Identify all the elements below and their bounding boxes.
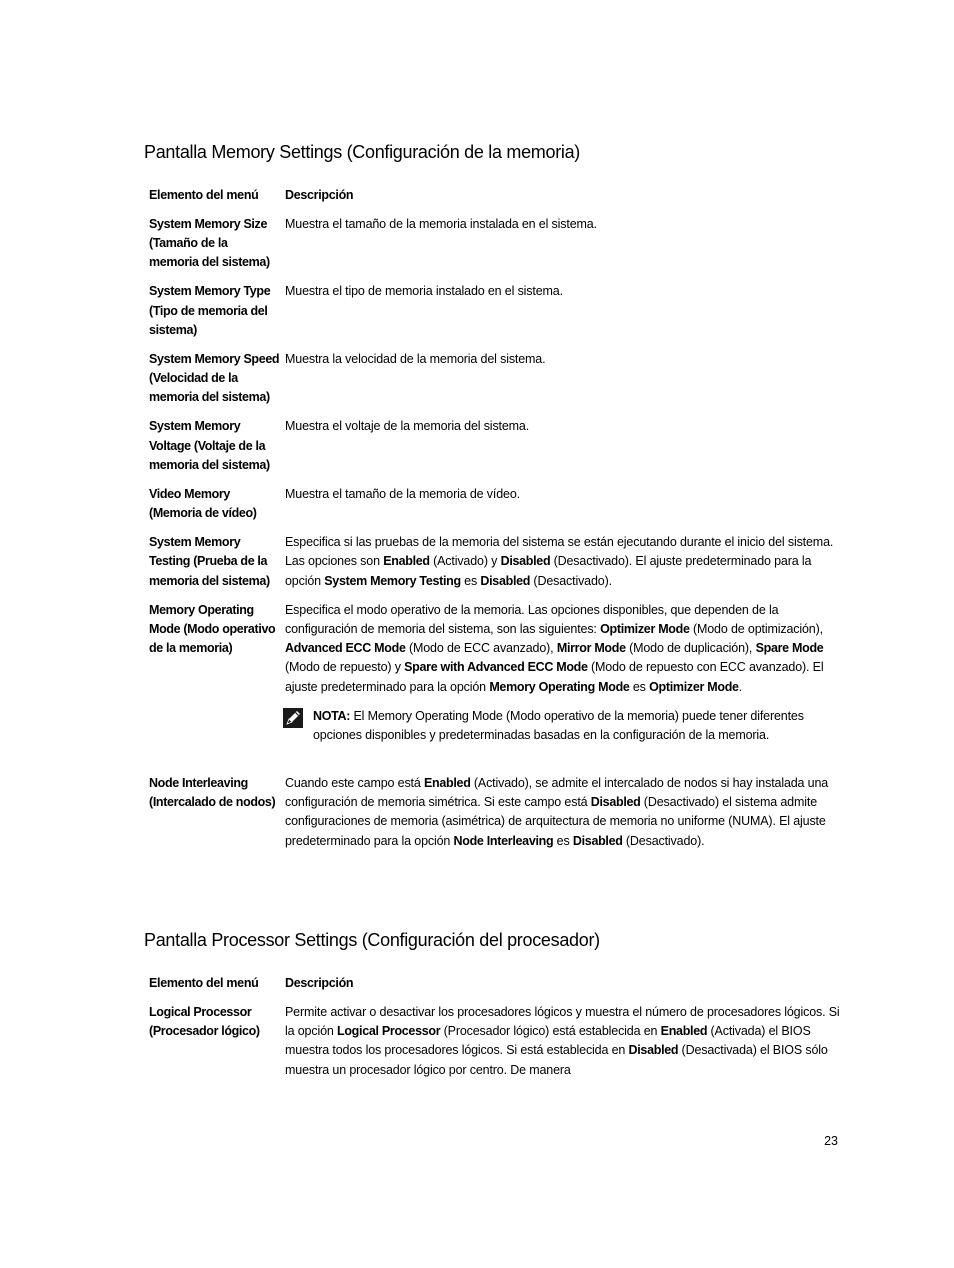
description-emphasis: Enabled — [383, 554, 430, 569]
menu-item-description — [280, 485, 844, 533]
description-emphasis: Optimizer Mode — [600, 621, 690, 636]
description-segment: Muestra el tamaño de la memoria instalada en el sistema. — [285, 216, 597, 231]
description-segment: (Desactivada) el BIOS sólo muestra un procesador lógico por centro. De manera — [285, 1043, 828, 1077]
table-row — [144, 1003, 844, 1090]
description-segment: Permite activar o desactivar los procesadores lógicos y muestra el número de procesadores lógicos. Si la opción — [285, 1004, 840, 1039]
description-segment: Muestra el tipo de memoria instalado en el sistema. — [285, 284, 563, 299]
description-emphasis: Disabled — [590, 795, 641, 810]
menu-item-name: System Memory Size (Tamaño de la memoria del sistema) — [149, 216, 270, 270]
description-segment: Especifica el modo operativo de la memoria. Las opciones disponibles, que dependen de la configuración de memoria del sistema, son las siguientes: — [285, 602, 779, 636]
menu-item-description — [280, 215, 844, 282]
description-segment: es — [629, 679, 650, 694]
menu-item-name: Video Memory (Memoria de vídeo) — [149, 486, 257, 521]
table-row — [144, 417, 844, 484]
table-row — [144, 601, 844, 774]
menu-item-name: System Memory Type (Tipo de memoria del sistema) — [149, 284, 271, 337]
page-number: 23 — [824, 1134, 838, 1148]
description-text — [285, 215, 844, 234]
description-segment: es — [553, 833, 573, 848]
description-emphasis: Enabled — [660, 1024, 708, 1039]
note-callout — [285, 707, 844, 746]
table-header-row — [144, 186, 844, 215]
pencil-note-icon — [282, 707, 304, 729]
description-segment: (Desactivado). El ajuste predeterminado para la opción — [285, 554, 812, 588]
table-row — [144, 350, 844, 417]
column-header-description: Descripción — [285, 976, 354, 990]
description-text — [285, 417, 844, 436]
description-segment: (Desactivado). — [622, 833, 705, 848]
description-segment: Cuando este campo está — [285, 775, 425, 790]
description-emphasis: System Memory Testing — [324, 573, 461, 588]
memory-settings-rows — [144, 215, 844, 861]
menu-item-name: System Memory Testing (Prueba de la memoria del sistema) — [149, 535, 270, 588]
description-segment: Muestra el tamaño de la memoria de vídeo. — [285, 486, 520, 501]
description-segment: (Modo de repuesto con ECC avanzado). El ajuste predeterminado para la opción — [285, 660, 824, 694]
description-segment: (Modo de repuesto) y — [285, 660, 405, 675]
description-segment: Muestra la velocidad de la memoria del sistema. — [285, 351, 546, 366]
description-segment: (Modo de duplicación), — [625, 641, 756, 656]
description-emphasis: Advanced ECC Mode — [285, 641, 406, 656]
menu-item-name: Node Interleaving (Intercalado de nodos) — [149, 775, 276, 810]
menu-item-name: Logical Processor (Procesador lógico) — [149, 1004, 260, 1039]
description-segment: (Activada) el BIOS muestra todos los procesadores lógicos. Si está establecida en — [285, 1024, 811, 1058]
description-text — [285, 350, 844, 369]
description-segment: (Desactivado) el sistema admite configuraciones de memoria (asimétrica) de arquitectura de memoria no uniforme (NUMA). El ajuste predeterminado para la opción — [285, 795, 826, 848]
description-emphasis: Spare with Advanced ECC Mode — [404, 660, 588, 675]
description-segment: (Activado) y — [429, 554, 501, 569]
menu-item-description — [280, 774, 844, 861]
menu-item-name: System Memory Speed (Velocidad de la memoria del sistema) — [149, 351, 280, 405]
description-segment: (Desactivado). — [530, 573, 612, 588]
menu-item-name: Memory Operating Mode (Modo operativo de la memoria) — [149, 602, 276, 656]
description-text — [285, 1003, 844, 1080]
note-body: El Memory Operating Mode (Modo operativo de la memoria) puede tener diferentes opciones disponibles y predeterminadas basadas en la configuración de la memoria. — [313, 708, 804, 742]
table-row — [144, 215, 844, 282]
section-title-processor-settings: Pantalla Processor Settings (Configuración del procesador) — [144, 930, 600, 950]
description-text — [285, 533, 844, 591]
description-emphasis: Disabled — [480, 573, 531, 588]
table-row — [144, 282, 844, 349]
description-emphasis: Mirror Mode — [556, 641, 626, 656]
description-segment: (Modo de ECC avanzado), — [405, 641, 557, 656]
description-segment: (Activado), se admite el intercalado de nodos si hay instalada una configuración de memoria simétrica. Si este campo está — [285, 775, 829, 810]
description-segment: es — [460, 573, 481, 588]
column-header-item: Elemento del menú — [149, 188, 259, 202]
description-emphasis: Memory Operating Mode — [489, 679, 630, 694]
description-emphasis: Logical Processor — [337, 1024, 441, 1039]
description-emphasis: Disabled — [500, 554, 551, 569]
menu-item-description — [280, 533, 844, 600]
description-emphasis: Spare Mode — [755, 641, 824, 656]
processor-settings-table — [144, 974, 844, 1090]
memory-settings-table — [144, 186, 844, 861]
description-emphasis: Enabled — [424, 775, 471, 790]
table-row — [144, 485, 844, 533]
description-segment: . — [738, 679, 743, 694]
table-row — [144, 774, 844, 861]
table-row — [144, 533, 844, 600]
menu-item-description — [280, 1003, 844, 1090]
description-text — [285, 774, 844, 851]
description-text — [285, 485, 844, 504]
description-segment: Muestra el voltaje de la memoria del sistema. — [285, 419, 530, 434]
description-emphasis: Node Interleaving — [453, 833, 554, 848]
description-emphasis: Disabled — [572, 833, 623, 848]
menu-item-description — [280, 350, 844, 417]
column-header-description: Descripción — [285, 188, 354, 202]
description-segment: (Modo de optimización), — [689, 621, 823, 636]
description-segment: (Procesador lógico) está establecida en — [440, 1024, 661, 1039]
column-header-item: Elemento del menú — [149, 976, 259, 990]
description-emphasis: Disabled — [628, 1043, 679, 1058]
description-text — [285, 282, 844, 301]
menu-item-name: System Memory Voltage (Voltaje de la memoria del sistema) — [149, 419, 270, 472]
section-title-memory-settings: Pantalla Memory Settings (Configuración de la memoria) — [144, 142, 580, 162]
menu-item-description — [280, 282, 844, 349]
description-segment: Especifica si las pruebas de la memoria del sistema se están ejecutando durante el inicio del sistema. Las opciones son — [285, 535, 834, 569]
processor-settings-rows — [144, 1003, 844, 1090]
table-header-row — [144, 974, 844, 1003]
menu-item-description — [280, 601, 844, 774]
menu-item-description — [280, 417, 844, 484]
description-text — [285, 601, 844, 697]
description-emphasis: Optimizer Mode — [649, 679, 739, 694]
note-label: NOTA: — [313, 708, 351, 723]
note-text — [313, 707, 844, 746]
